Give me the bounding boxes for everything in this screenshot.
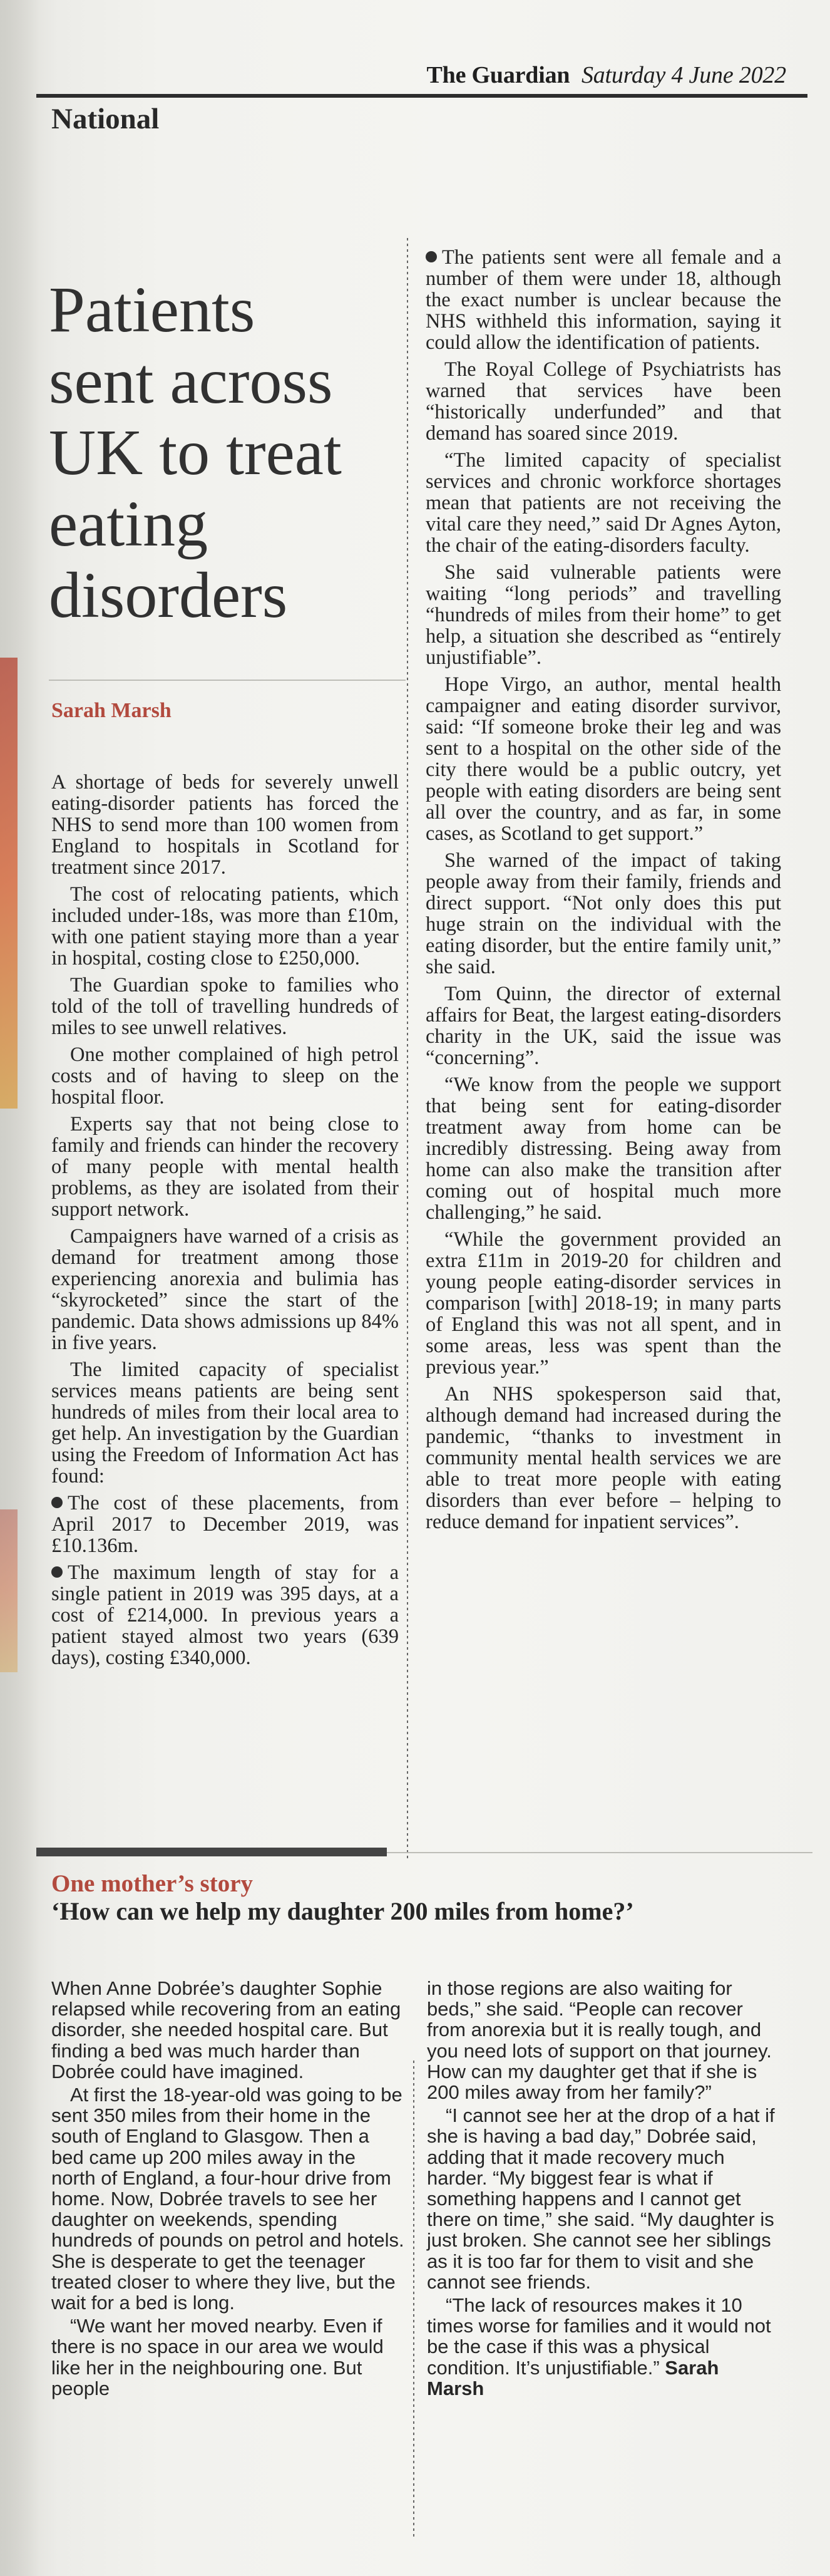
color-bleed-edge [0, 1509, 18, 1672]
sidebar-column-divider [413, 2061, 414, 2537]
section-rule [36, 94, 807, 98]
sidebar-final-text: “The lack of resources makes it 10 times worse for families and it would not be the case if this was a physical condition. It’s unjustifiable.” [427, 2294, 771, 2379]
bullet-paragraph [426, 247, 781, 353]
paragraph: The Royal College of Psychiatrists has warned that services have been “historically underfunded” and that demand has soared since 2019. [426, 358, 781, 445]
masthead-date: Saturday 4 June 2022 [581, 62, 786, 88]
paragraph: A shortage of beds for severely unwell eating-disorder patients has forced the NHS to send more than 100 women from England to hospitals in Scotland for treatment since 2017. [51, 771, 399, 879]
paragraph: The limited capacity of specialist services means patients are being sent hundreds of miles from their local area to get help. An investigation by the Guardian using the Freedom of Information Act has found: [51, 1358, 399, 1487]
bullet-icon [51, 1566, 63, 1578]
section-title: National [51, 103, 160, 135]
bullet-icon [51, 1497, 63, 1508]
column-divider [407, 238, 408, 1860]
byline-divider [49, 680, 406, 681]
sidebar-paragraph: “We want her moved nearby. Even if there is no space in our area we would like her in the neighbouring one. But people [51, 2315, 384, 2399]
sidebar-paragraph: At first the 18-year-old was going to be sent 350 miles from their home in the south of England to Glasgow. Then a bed came up 200 miles away in the north of England, a four-hour drive from home. Now, Dobrée travels to see her daughter on weekends, spending hundreds of pounds on petrol and hotels. She is desperate to get the teenager treated closer to where they live, but the wait for a bed is long. [51, 2084, 404, 2314]
paragraph: One mother complained of high petrol costs and of having to sleep on the hospital floor. [51, 1043, 399, 1109]
article-byline: Sarah Marsh [51, 699, 172, 722]
paragraph: She warned of the impact of taking people away from their family, friends and direct support. “Not only does this put huge strain on the individual with the eating disorder, but the entire family unit,” she said. [426, 849, 781, 978]
bullet-paragraph [51, 1492, 399, 1556]
sidebar-box-rule [36, 1848, 387, 1856]
sidebar-paragraph: When Anne Dobrée’s daughter Sophie relapsed while recovering from an eating disorder, she needed hospital care. But finding a bed was much harder than Dobrée could have imagined. [51, 1977, 401, 2082]
sidebar-paragraph: in those regions are also waiting for beds,” she said. “People can recover from anorexia but it is really tough, and you need lots of support on that journey. How can my daughter get that if she is 200 miles away from her family?” [427, 1977, 772, 2104]
article-column-right [426, 247, 781, 1538]
paragraph: Campaigners have warned of a crisis as demand for treatment among those experiencing anorexia and bulimia has “skyrocketed” since the start of the pandemic. Data shows admissions up 84% in five years. [51, 1225, 399, 1354]
paragraph: “The limited capacity of specialist services and chronic workforce shortages mean that patients are not receiving the vital care they need,” said Dr Agnes Ayton, the chair of the eating-disorders faculty. [426, 449, 781, 557]
color-bleed-edge [0, 658, 18, 1109]
paragraph: The cost of relocating patients, which included under-18s, was more than £10m, with one patient staying more than a year in hospital, costing close to £250,000. [51, 883, 399, 970]
paragraph: The Guardian spoke to families who told of the toll of travelling hundreds of miles to see unwell relatives. [51, 974, 399, 1039]
sidebar-column-left [51, 1978, 405, 2401]
article-headline: Patients sent across UK to treat eating disorders [49, 273, 342, 631]
paragraph: She said vulnerable patients were waiting “long periods” and travelling “hundreds of miles from their home” to get help, a situation she described as “entirely unjustifiable”. [426, 561, 781, 669]
sidebar-headline: ‘How can we help my daughter 200 miles from home?’ [51, 1897, 634, 1925]
paragraph: Experts say that not being close to family and friends can hinder the recovery of many people with mental health problems, as they are isolated from their support network. [51, 1113, 399, 1221]
sidebar-kicker: One mother’s story [51, 1870, 254, 1897]
paragraph: “We know from the people we support that being sent for eating-disorder treatment away from home can be incredibly distressing. Being away from home can also make the transition after coming out of hospital much more challenging,” he said. [426, 1073, 781, 1224]
page-shadow [0, 0, 39, 2576]
paragraph: Hope Virgo, an author, mental health campaigner and eating disorder survivor, said: “If someone broke their leg and was sent to a hospital on the other side of the city there would be a public outcry, yet people with eating disorders are being sent all over the country, and as far, in some cases, as Scotland to get support.” [426, 673, 781, 845]
sidebar-paragraph [427, 2295, 781, 2399]
paragraph: Tom Quinn, the director of external affairs for Beat, the largest eating-disorders charity in the UK, said the issue was “concerning”. [426, 983, 781, 1069]
masthead [427, 61, 787, 89]
paragraph: An NHS spokesperson said that, although demand had increased during the pandemic, “thanks to investment in community mental health services we are able to treat more people with eating disorders than ever before – helping to reduce demand for inpatient services”. [426, 1383, 781, 1533]
masthead-brand: The Guardian [426, 62, 570, 88]
bullet-text: The cost of these placements, from April 2017 to December 2019, was £10.136m. [51, 1492, 399, 1557]
bullet-paragraph [51, 1562, 399, 1668]
paragraph: “While the government provided an extra £11m in 2019-20 for children and young people eating-disorder services in comparison [with] 2018-19; in many parts of England this was not all spent, and in some areas, less was spent than the previous year.” [426, 1228, 781, 1379]
sidebar-column-right [427, 1978, 781, 2401]
bullet-text: The maximum length of stay for a single patient in 2019 was 395 days, at a cost of £214,000. In previous years a patient stayed almost two years (639 days), costing £340,000. [51, 1561, 399, 1669]
sidebar-box-thin-rule [387, 1852, 812, 1853]
sidebar-signature: Sarah Marsh [427, 2356, 719, 2399]
article-column-left [51, 772, 399, 1674]
sidebar-paragraph: “I cannot see her at the drop of a hat if she is having a bad day,” Dobrée said, adding that it made recovery much harder. “My biggest fear is what if something happens and I cannot get there on time,” she said. “My daughter is just broken. She cannot see her siblings as it is too far for them to visit and she cannot see friends. [427, 2104, 775, 2293]
bullet-text: The patients sent were all female and a number of them were under 18, although the exact number is unclear because the NHS withheld this information, saying it could allow the identification of patients. [426, 246, 781, 354]
bullet-icon [426, 251, 437, 262]
